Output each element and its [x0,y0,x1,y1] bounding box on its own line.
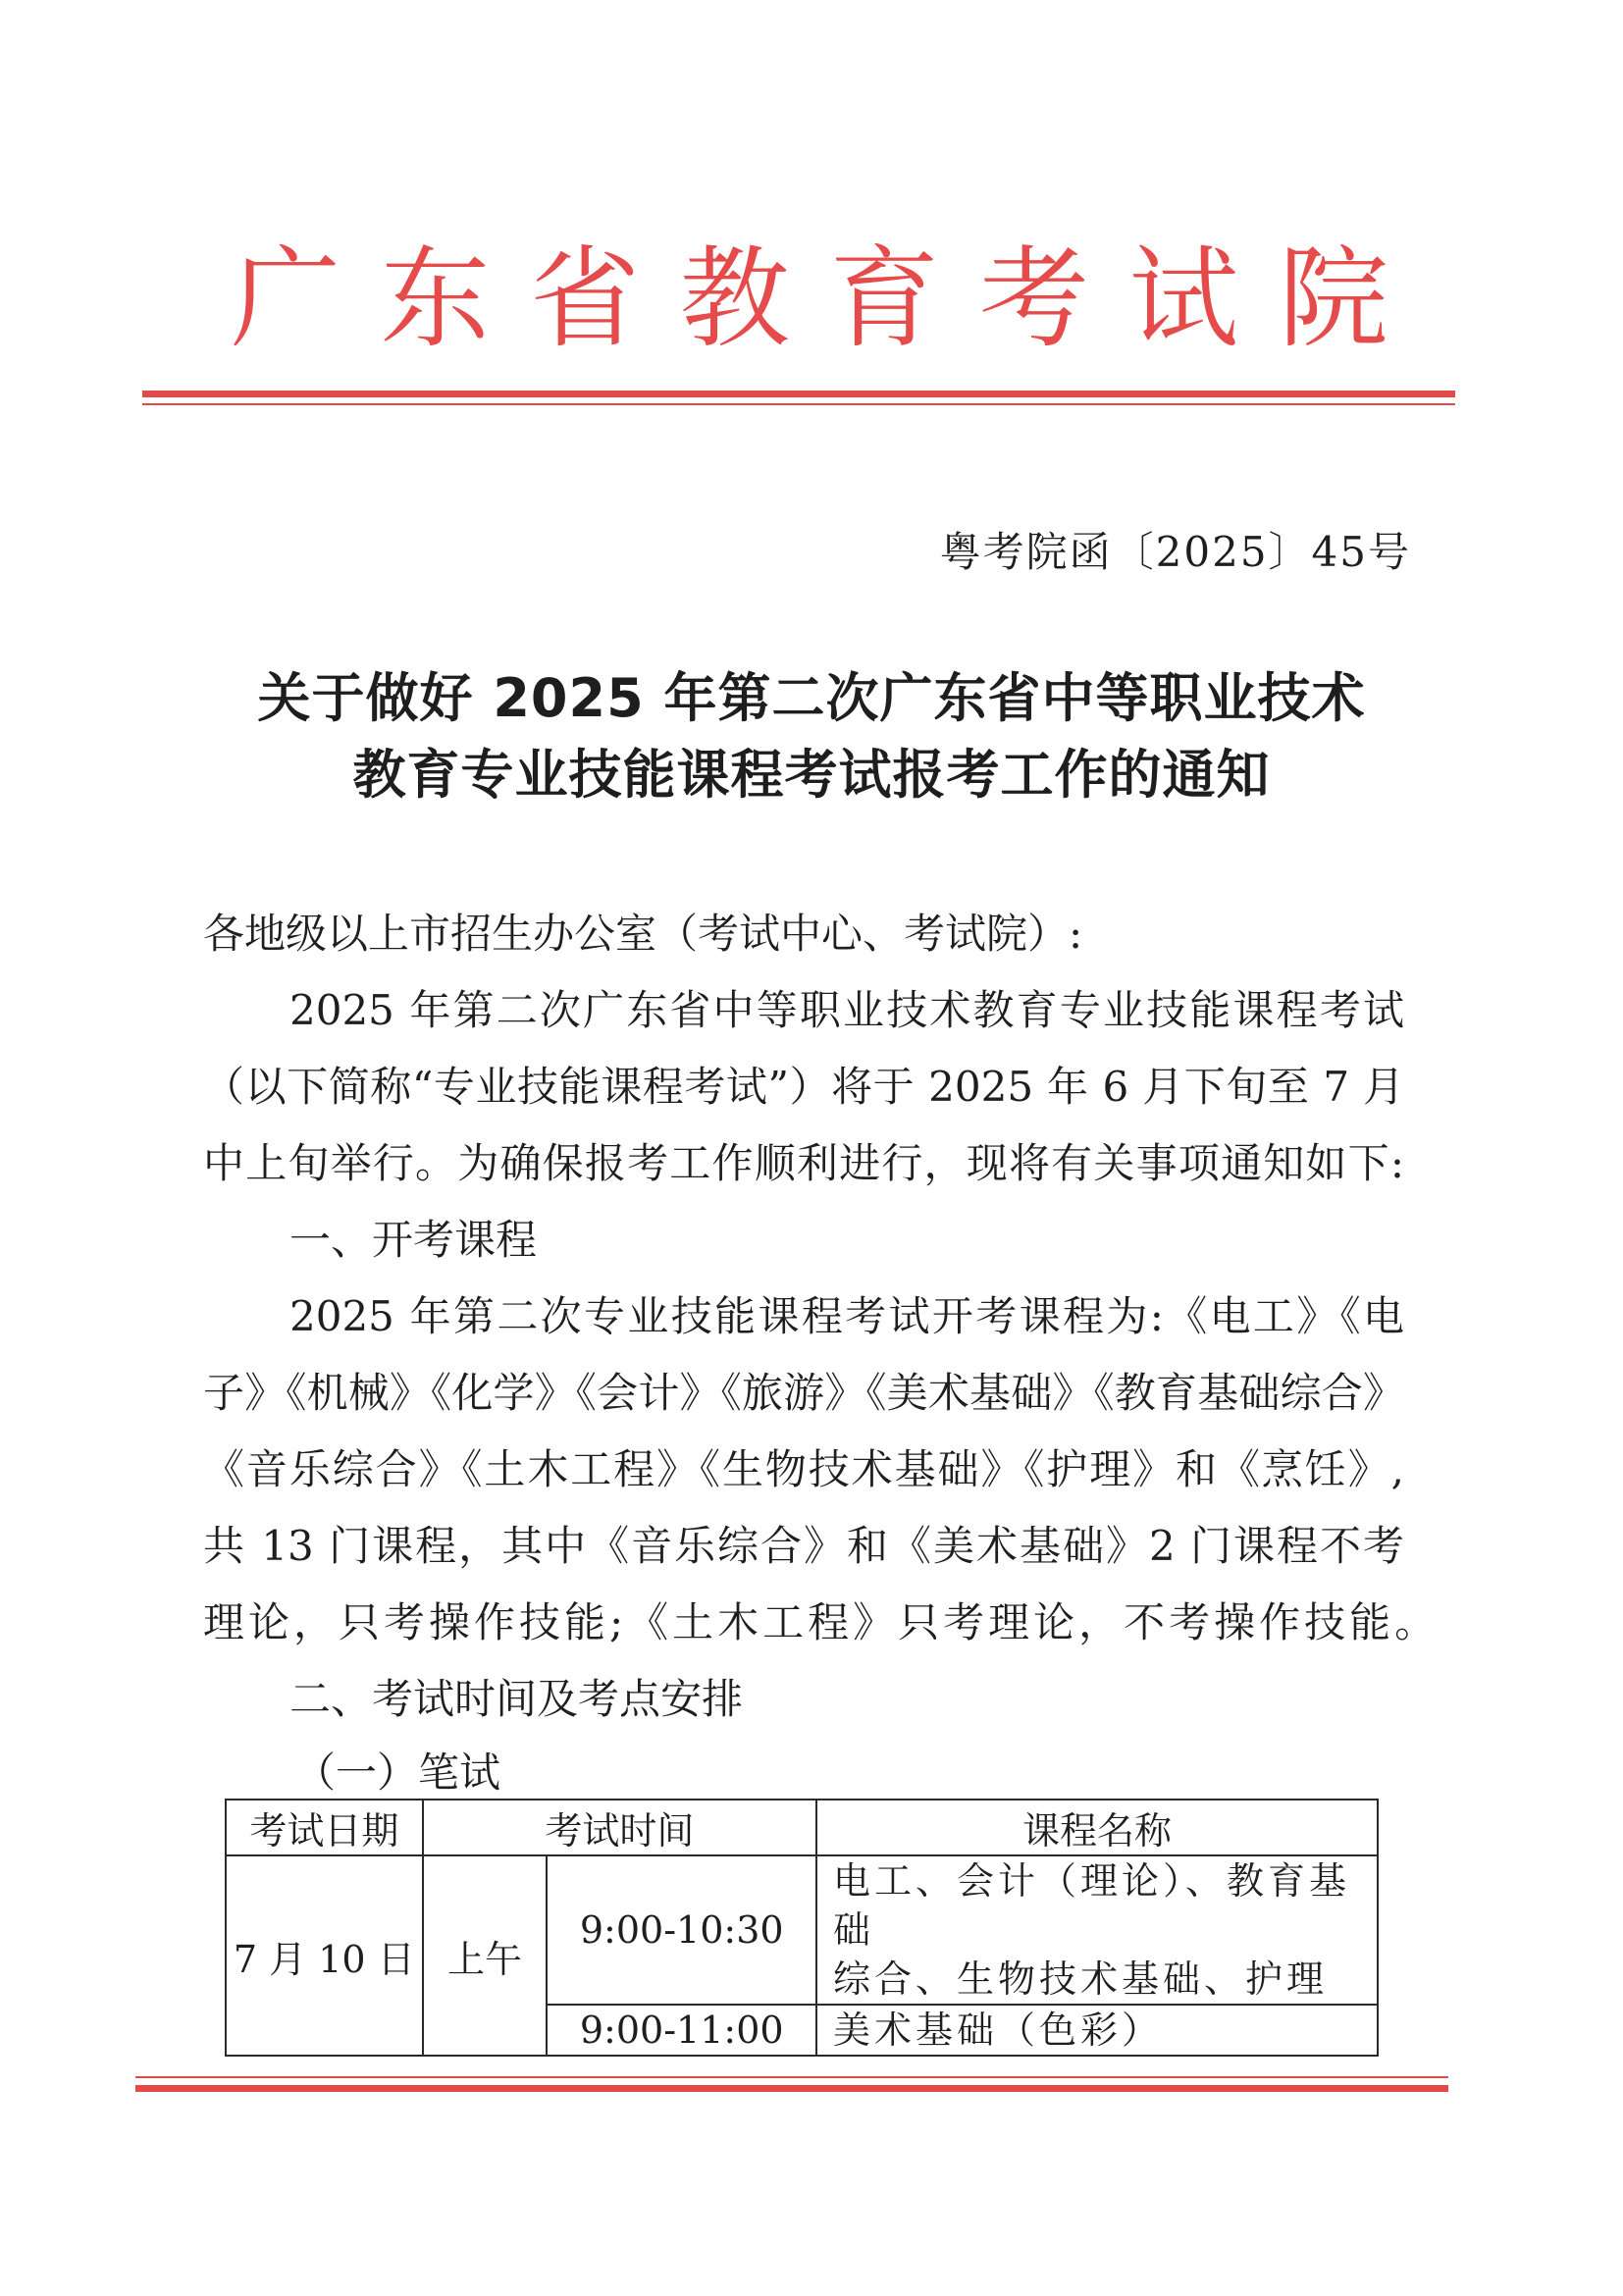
exam-date-cell: 7 月 10 日 [226,1855,423,2056]
top-thin-rule [142,403,1455,405]
header-course-name: 课程名称 [816,1800,1378,1855]
document-title-line-2: 教育专业技能课程考试报考工作的通知 [352,744,1271,806]
exam-time-cell: 9:00-11:00 [547,2005,816,2056]
section-1-line: 2025 年第二次专业技能课程考试开考课程为:《电工》《电 [289,1292,1404,1340]
course-line: 美术基础（色彩） [833,2009,1164,2052]
section-2-heading: 二、考试时间及考点安排 [289,1675,744,1723]
top-thick-rule [142,391,1455,397]
course-line: 电工、会计（理论）、教育基础 [833,1859,1351,1952]
letterhead-char: 教 [679,235,790,363]
letterhead-char: 育 [829,235,940,363]
course-names-cell [816,1855,1378,2005]
letterhead-char: 考 [978,235,1089,363]
table-header-row [226,1800,1378,1855]
section-1-line: 理论，只考操作技能;《土木工程》只考理论，不考操作技能。 [203,1598,1440,1646]
bottom-thin-rule [135,2076,1448,2078]
section-2-subheading: （一）笔试 [294,1748,501,1797]
section-1-heading: 一、开考课程 [289,1216,538,1264]
course-names-cell [816,2005,1378,2056]
section-1-line: 共 13 门课程，其中《音乐综合》和《美术基础》2 门课程不考 [203,1522,1404,1570]
letterhead [231,235,1388,363]
header-exam-date: 考试日期 [226,1800,423,1855]
letterhead-char: 院 [1278,235,1388,363]
exam-time-cell: 9:00-10:30 [547,1855,816,2005]
bottom-thick-rule [135,2085,1448,2092]
section-1-line: 子》《机械》《化学》《会计》《旅游》《美术基础》《教育基础综合》 [203,1369,1404,1417]
header-exam-time: 考试时间 [423,1800,816,1855]
salutation: 各地级以上市招生办公室（考试中心、考试院）: [203,910,1083,958]
intro-line: 中上旬举行。为确保报考工作顺利进行，现将有关事项通知如下: [203,1139,1404,1187]
intro-line: （以下简称“专业技能课程考试”）将于 2025 年 6 月下旬至 7 月 [203,1063,1404,1111]
exam-period-cell: 上午 [423,1855,548,2056]
table-row [226,1855,1378,2005]
written-exam-schedule-table [225,1799,1379,2057]
letterhead-char: 广 [231,235,340,363]
letterhead-char: 试 [1128,235,1239,363]
document-number: 粤考院函〔2025〕45号 [939,528,1411,576]
letterhead-char: 省 [530,235,641,363]
intro-line: 2025 年第二次广东省中等职业技术教育专业技能课程考试 [289,986,1404,1034]
section-1-line: 《音乐综合》《土木工程》《生物技术基础》《护理》和《烹饪》, [203,1445,1404,1493]
letterhead-char: 东 [380,235,491,363]
course-line: 综合、生物技术基础、护理 [833,1957,1329,2001]
document-title-line-1: 关于做好 2025 年第二次广东省中等职业技术 [257,667,1366,729]
